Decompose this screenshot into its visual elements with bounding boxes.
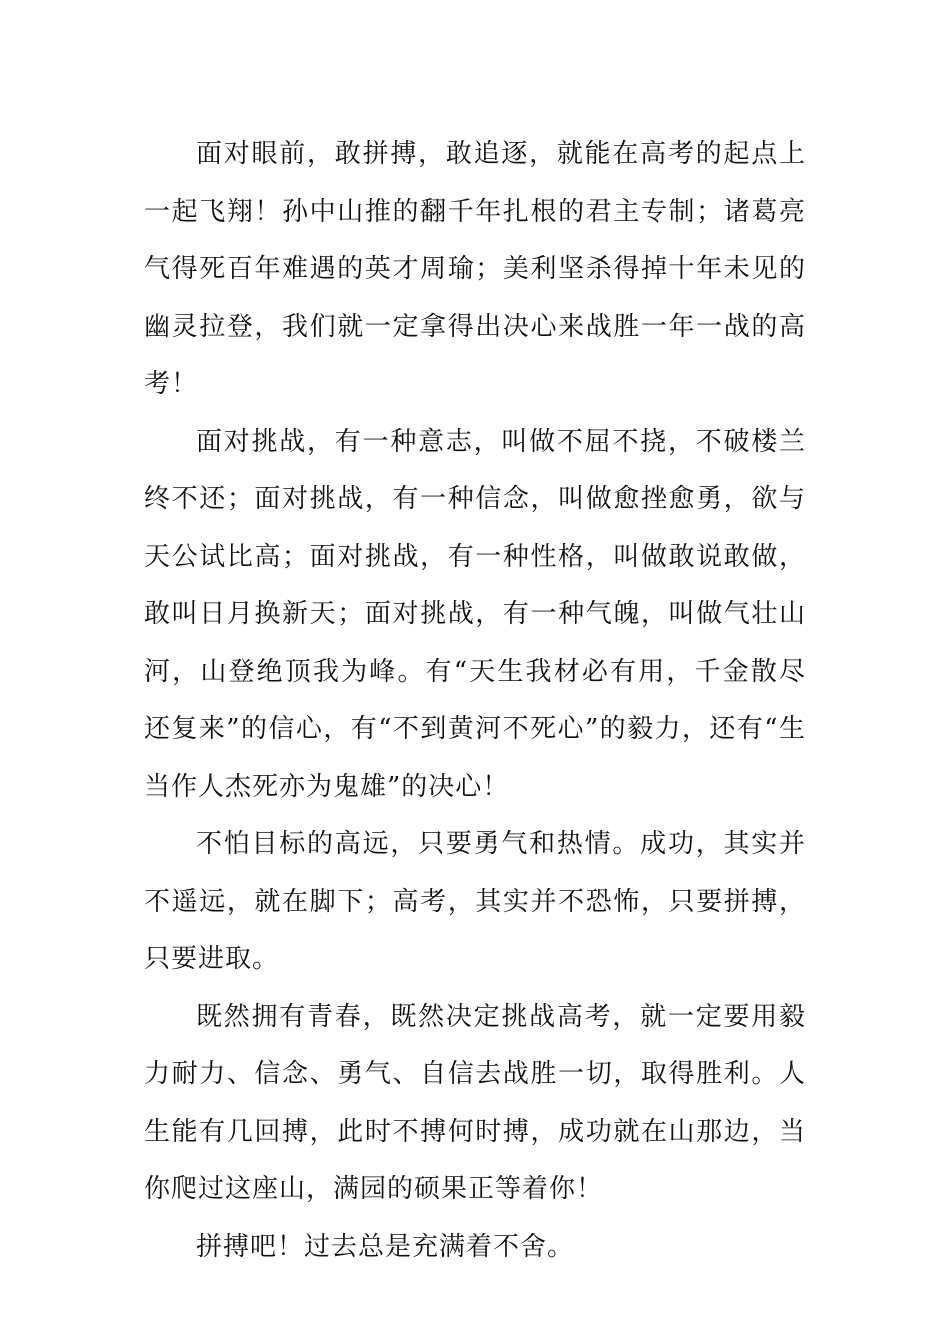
paragraph-5: 拼搏吧！过去总是充满着不舍。 [196,1231,575,1262]
paragraph-3: 不怕目标的高远，只要勇气和热情。成功，其实并不遥远，就在脚下；高考，其实并不恐怖，只要拼搏，只要进取。 [144,829,806,974]
paragraph-4: 既然拥有青春，既然决定挑战高考，就一定要用毅力耐力、信念、勇气、自信去战胜一切，取得胜利。人生能有几回搏，此时不搏何时搏，成功就在山那边，当你爬过这座山，满园的硕果正等着你！ [144,1001,806,1204]
document-body [144,126,806,1276]
paragraph-1: 面对眼前，敢拼搏，敢追逐，就能在高考的起点上一起飞翔！孙中山推的翻千年扎根的君主专制；诸葛亮气得死百年难遇的英才周瑜；美利坚杀得掉十年未见的幽灵拉登，我们就一定拿得出决心来战胜一年一战的高考！ [144,139,806,399]
paragraph-2: 面对挑战，有一种意志，叫做不屈不挠，不破楼兰终不还；面对挑战，有一种信念，叫做愈挫愈勇，欲与天公试比高；面对挑战，有一种性格，叫做敢说敢做，敢叫日月换新天；面对挑战，有一种气魄，叫做气壮山河，山登绝顶我为峰。有“天生我材必有用，千金散尽还复来”的信心，有“不到黄河不死心”的毅力，还有“生当作人杰死亦为鬼雄”的决心！ [144,426,806,802]
